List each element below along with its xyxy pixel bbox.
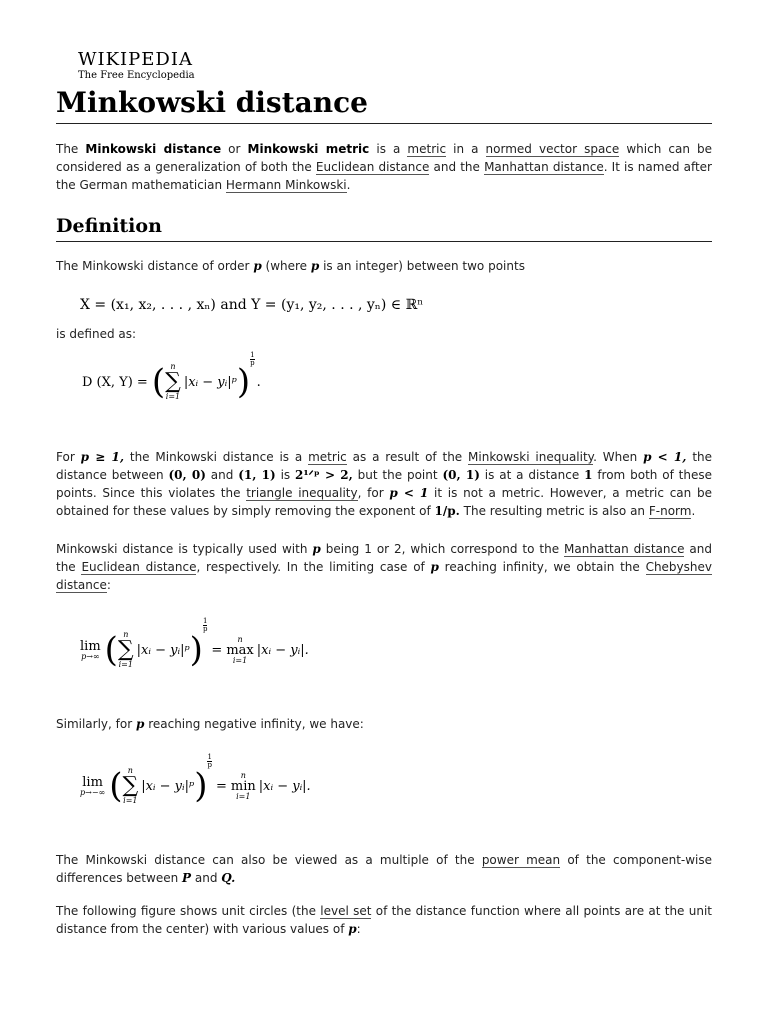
link-metric[interactable]: metric (407, 142, 447, 156)
points-formula: X = (x₁, x₂, . . . , xₙ) and Y = (y₁, y₂, . . . , yₙ) ∈ ℝⁿ (80, 297, 424, 313)
wikipedia-tagline: The Free Encyclopedia (78, 70, 195, 81)
exponent-fraction: $\frac{1}{p}$ (250, 351, 255, 367)
link-metric-2[interactable]: metric (308, 450, 347, 464)
link-power-mean[interactable]: power mean (481, 853, 561, 867)
intro-paragraph: The Minkowski distance or Minkowski metric is a metric in a normed vector space which can be considered as a generalization of both the Euclidean distance and the Manhattan distance. It is named after the German mathematician Hermann Minkowski. (56, 142, 712, 192)
link-manhattan-distance[interactable]: Manhattan distance (484, 160, 604, 174)
section-heading-definition: Definition (56, 212, 712, 242)
link-level-set[interactable]: level set (320, 904, 372, 918)
power-mean-paragraph: The Minkowski distance can also be viewed as a multiple of the power mean of the component-wise differences between P and Q. (56, 853, 713, 885)
limit-paragraph: Minkowski distance is typically used with p being 1 or 2, which correspond to the Manhattan distance and the Euclidean distance, respectively. In the limiting case of p reaching infinity, we obtain the Chebyshev distance: (56, 542, 713, 592)
unit-circles-paragraph: The following figure shows unit circles (the level set of the distance function where all points are at the unit distance from the center) with various values of p: (56, 904, 712, 936)
is-defined-text: is defined as: (56, 327, 137, 341)
definition-paragraph: The Minkowski distance of order p (where p is an integer) between two points (56, 259, 525, 273)
link-triangle-inequality[interactable]: triangle inequality (246, 486, 358, 500)
summation: n ∑ i=1 (165, 362, 181, 401)
wikipedia-wordmark: WIKIPEDIA (78, 49, 193, 70)
wikipedia-logo[interactable] (78, 50, 195, 82)
page-title: Minkowski distance (56, 84, 712, 124)
link-manhattan-distance-2[interactable]: Manhattan distance (564, 542, 685, 556)
limit-negative-infinity-formula: lim p→−∞ ( n ∑ i=1 |xᵢ − yᵢ|ᵖ ) $\frac{1}{p}$ = n min i=1 |xᵢ − yᵢ|. (80, 753, 311, 806)
link-euclidean-distance-2[interactable]: Euclidean distance (81, 560, 197, 574)
link-minkowski-inequality[interactable]: Minkowski inequality (468, 450, 594, 464)
negative-infinity-text: Similarly, for p reaching negative infinity, we have: (56, 717, 364, 731)
link-f-norm[interactable]: F-norm (648, 504, 692, 518)
term-minkowski-metric: Minkowski metric (247, 142, 370, 156)
link-hermann-minkowski[interactable]: Hermann Minkowski (225, 178, 347, 192)
link-chebyshev-distance-cont[interactable]: distance (56, 578, 107, 592)
link-normed-vector-space[interactable]: normed vector space (485, 142, 620, 156)
term-minkowski-distance: Minkowski distance (85, 142, 222, 156)
link-chebyshev-distance[interactable]: Chebyshev (645, 560, 712, 574)
limit-infinity-formula: lim p→∞ ( n ∑ i=1 |xᵢ − yᵢ|ᵖ ) $\frac{1}{p}$ = n max i=1 |xᵢ − yᵢ|. (80, 617, 309, 670)
minkowski-formula: D (X, Y) = ( n ∑ i=1 |xᵢ − yᵢ|ᵖ ) $\frac{1}{p}$ . (82, 351, 261, 402)
link-euclidean-distance[interactable]: Euclidean distance (315, 160, 430, 174)
metric-paragraph: For p ≥ 1, the Minkowski distance is a metric as a result of the Minkowski inequality. When p < 1, the distance between (0, 0) and (1, 1) is 2¹ᐟᵖ > 2, but the point (0, 1) is at a distance 1 from both of these points. Since this violates the triangle inequality, for p < 1 it is not a metric. However, a metric can be obtained for these values by simply removing the exponent of 1/p. The resulting metric is also an F-norm. (56, 450, 713, 518)
